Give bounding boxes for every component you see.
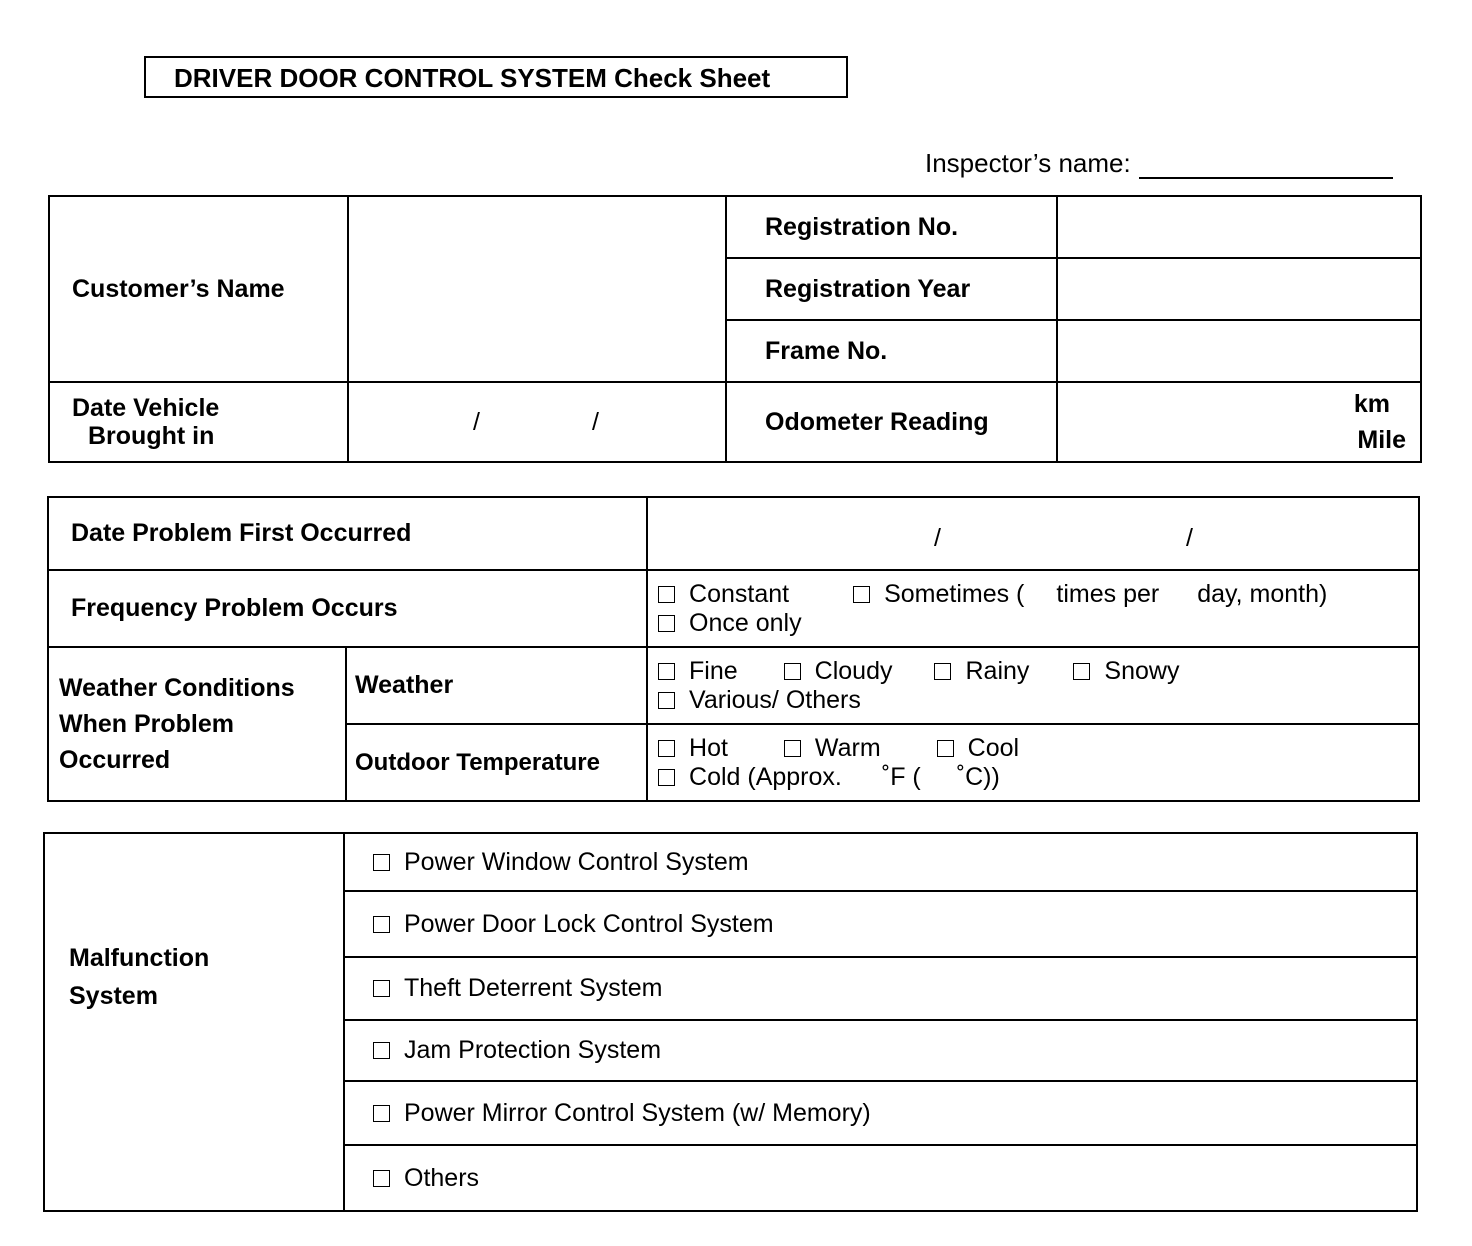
customer-name-input[interactable] (348, 196, 726, 382)
inspector-name-field (925, 148, 1393, 179)
malfunction-option-power-window[interactable] (344, 833, 1417, 891)
checkbox-icon[interactable] (784, 663, 801, 680)
temperature-celsius-label: ˚C)) (956, 762, 1000, 791)
odometer-input[interactable] (1057, 382, 1421, 462)
frequency-once-only-label: Once only (689, 608, 802, 637)
malfunction-system-label (44, 833, 344, 1211)
vehicle-info-table (48, 195, 1422, 463)
temperature-options (647, 724, 1419, 801)
frequency-label: Frequency Problem Occurs (48, 570, 647, 647)
date-first-occurred-input[interactable] (647, 497, 1419, 570)
date-separator: / (934, 524, 941, 552)
registration-year-input[interactable] (1057, 258, 1421, 320)
checkbox-icon[interactable] (784, 740, 801, 757)
outdoor-temperature-label: Outdoor Temperature (346, 724, 647, 801)
weather-various-option[interactable] (658, 686, 861, 714)
checkbox-icon[interactable] (934, 663, 951, 680)
weather-conditions-line2: When Problem (59, 710, 235, 738)
weather-snowy-label: Snowy (1104, 656, 1180, 685)
date-brought-in-label (49, 382, 348, 462)
malfunction-option-label: Others (404, 1163, 480, 1192)
malfunction-option-theft-deterrent[interactable] (344, 957, 1417, 1020)
checkbox-icon[interactable] (937, 740, 954, 757)
checkbox-icon[interactable] (373, 1170, 390, 1187)
weather-label: Weather (346, 647, 647, 724)
checkbox-icon[interactable] (658, 692, 675, 709)
temperature-cool-label: Cool (967, 733, 1020, 762)
checkbox-icon[interactable] (373, 854, 390, 871)
frequency-once-only-option[interactable] (658, 609, 802, 637)
frequency-constant-label: Constant (689, 579, 790, 608)
date-separator: / (473, 407, 480, 436)
weather-snowy-option[interactable] (1073, 657, 1179, 685)
weather-cloudy-label: Cloudy (814, 656, 893, 685)
malfunction-option-label: Power Mirror Control System (w/ Memory) (404, 1098, 871, 1127)
checkbox-icon[interactable] (658, 663, 675, 680)
malfunction-option-power-door-lock[interactable] (344, 891, 1417, 957)
date-brought-in-line2: Brought in (88, 422, 215, 450)
weather-conditions-line1: Weather Conditions (59, 674, 295, 702)
frequency-times-per-label: times per (1056, 579, 1160, 608)
weather-rainy-label: Rainy (965, 656, 1030, 685)
malfunction-option-label: Power Door Lock Control System (404, 909, 774, 938)
registration-year-label: Registration Year (726, 258, 1057, 320)
malfunction-option-label: Power Window Control System (404, 847, 749, 876)
weather-fine-option[interactable] (658, 657, 738, 685)
temperature-cold-label: Cold (Approx. (689, 762, 842, 791)
checkbox-icon[interactable] (853, 586, 870, 603)
odometer-label: Odometer Reading (726, 382, 1057, 462)
inspector-name-input[interactable] (1139, 151, 1393, 179)
page-title: DRIVER DOOR CONTROL SYSTEM Check Sheet (144, 56, 848, 98)
checkbox-icon[interactable] (658, 586, 675, 603)
frequency-day-month-label: day, month) (1197, 579, 1328, 608)
registration-no-input[interactable] (1057, 196, 1421, 258)
date-separator: / (1185, 524, 1193, 552)
weather-fine-label: Fine (689, 656, 738, 685)
weather-various-label: Various/ Others (689, 685, 861, 714)
checkbox-icon[interactable] (373, 1105, 390, 1122)
checkbox-icon[interactable] (1073, 663, 1090, 680)
weather-rainy-option[interactable] (934, 657, 1029, 685)
weather-options (647, 647, 1419, 724)
problem-conditions-table (47, 496, 1420, 802)
malfunction-option-jam-protection[interactable] (344, 1020, 1417, 1081)
inspector-name-label: Inspector’s name: (925, 148, 1131, 178)
malfunction-label-line1: Malfunction (69, 944, 210, 972)
temperature-hot-option[interactable] (658, 734, 728, 762)
frame-no-input[interactable] (1057, 320, 1421, 382)
odometer-unit-km: km (1353, 390, 1390, 418)
odometer-unit-mile: Mile (1357, 426, 1406, 454)
temperature-hot-label: Hot (689, 733, 728, 762)
temperature-cool-option[interactable] (937, 734, 1019, 762)
registration-no-label: Registration No. (726, 196, 1057, 258)
malfunction-option-label: Jam Protection System (404, 1036, 662, 1064)
malfunction-label-line2: System (69, 982, 158, 1010)
customer-name-label: Customer’s Name (49, 196, 348, 382)
malfunction-system-table (43, 832, 1418, 1212)
date-first-occurred-label: Date Problem First Occurred (48, 497, 647, 570)
temperature-warm-option[interactable] (784, 734, 881, 762)
date-brought-in-line1: Date Vehicle (72, 394, 220, 422)
malfunction-option-power-mirror[interactable] (344, 1081, 1417, 1145)
malfunction-option-others[interactable] (344, 1145, 1417, 1211)
date-brought-in-input[interactable] (348, 382, 726, 462)
frequency-sometimes-label: Sometimes ( (884, 579, 1025, 608)
weather-conditions-line3: Occurred (59, 746, 171, 774)
frequency-sometimes-option[interactable] (853, 580, 1024, 608)
checkbox-icon[interactable] (373, 916, 390, 933)
frequency-constant-option[interactable] (658, 580, 789, 608)
weather-conditions-label (48, 647, 346, 801)
frequency-options (647, 570, 1419, 647)
frame-no-label: Frame No. (726, 320, 1057, 382)
date-separator: / (591, 407, 599, 436)
temperature-warm-label: Warm (814, 733, 881, 762)
temperature-fahrenheit-label: ˚F ( (881, 762, 921, 791)
malfunction-option-label: Theft Deterrent System (404, 974, 663, 1002)
temperature-cold-option[interactable] (658, 763, 842, 791)
checkbox-icon[interactable] (658, 740, 675, 757)
checkbox-icon[interactable] (373, 1042, 390, 1059)
checkbox-icon[interactable] (373, 980, 390, 997)
checkbox-icon[interactable] (658, 615, 675, 632)
checkbox-icon[interactable] (658, 769, 675, 786)
weather-cloudy-option[interactable] (784, 657, 893, 685)
